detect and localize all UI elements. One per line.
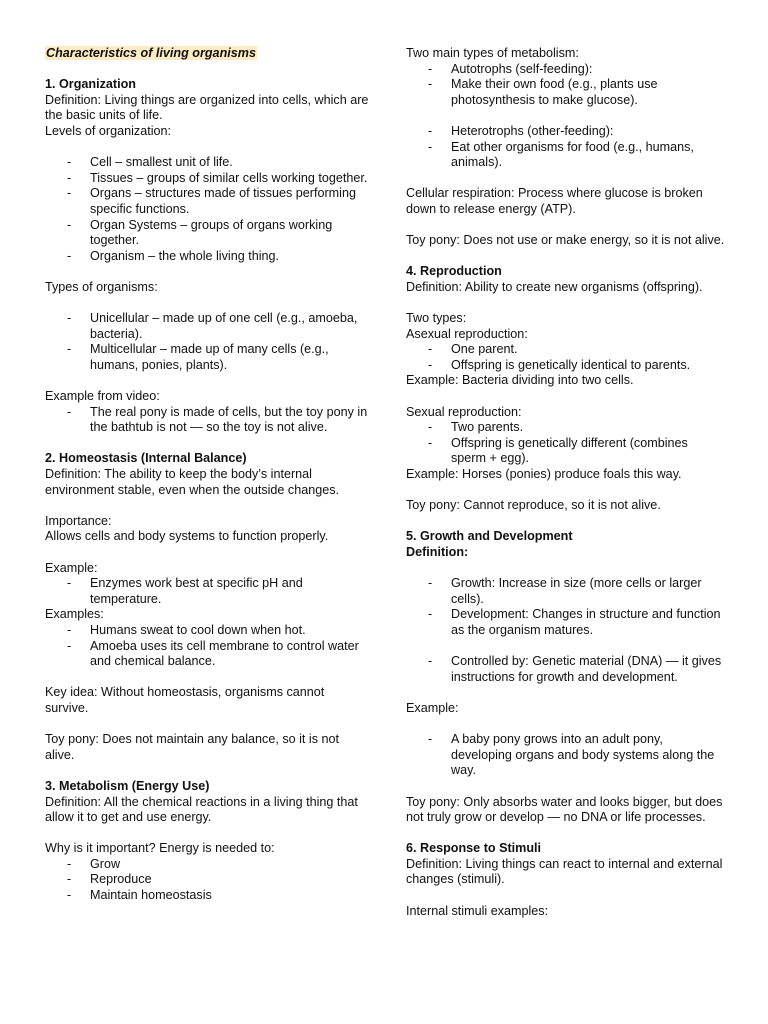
dash-bullet-icon: - bbox=[428, 654, 433, 669]
dash-bullet-icon: - bbox=[67, 248, 72, 263]
dash-bullet-icon: - bbox=[67, 638, 72, 653]
blank-line bbox=[406, 514, 726, 530]
section-heading: Definition: bbox=[406, 545, 469, 559]
dash-bullet-icon: - bbox=[67, 155, 72, 170]
blank-line bbox=[45, 763, 370, 779]
dash-bullet-icon: - bbox=[67, 311, 72, 326]
list-item bbox=[45, 888, 370, 904]
paragraph: Key idea: Without homeostasis, organisms cannot survive. bbox=[45, 685, 325, 715]
list-item-text: A baby pony grows into an adult pony, developing organs and body systems along the way. bbox=[451, 732, 715, 778]
paragraph: Importance: bbox=[45, 513, 112, 528]
list-item-text: Offspring is genetically different (combines sperm + egg). bbox=[451, 435, 688, 466]
right-column bbox=[406, 46, 726, 919]
dash-bullet-icon: - bbox=[428, 576, 433, 591]
dash-bullet-icon: - bbox=[67, 622, 72, 637]
list-item-text: Growth: Increase in size (more cells or larger cells). bbox=[451, 576, 702, 606]
list-item bbox=[45, 155, 370, 171]
list-item bbox=[406, 124, 726, 140]
dash-bullet-icon: - bbox=[67, 872, 72, 887]
list-item bbox=[45, 639, 370, 670]
paragraph: Example: bbox=[45, 560, 98, 575]
dash-bullet-icon: - bbox=[428, 420, 433, 435]
paragraph: Asexual reproduction: bbox=[406, 326, 528, 341]
list-item bbox=[406, 77, 726, 108]
dash-bullet-icon: - bbox=[428, 139, 433, 154]
paragraph: Definition: Living things can react to internal and external changes (stimuli). bbox=[406, 856, 723, 887]
list-item bbox=[45, 342, 370, 373]
list-item-text: The real pony is made of cells, but the toy pony in the bathtub is not — so the toy is not alive. bbox=[90, 404, 368, 435]
blank-line bbox=[45, 140, 370, 156]
dash-bullet-icon: - bbox=[428, 77, 433, 92]
blank-line bbox=[406, 717, 726, 733]
blank-line bbox=[406, 483, 726, 499]
blank-line bbox=[406, 779, 726, 795]
dash-bullet-icon: - bbox=[67, 170, 72, 185]
paragraph: Two main types of metabolism: bbox=[406, 46, 579, 60]
list-item bbox=[406, 654, 726, 685]
paragraph: Example: Bacteria dividing into two cells. bbox=[406, 373, 634, 388]
list-item bbox=[45, 218, 370, 249]
paragraph: Example: bbox=[406, 700, 459, 715]
list-item bbox=[45, 623, 370, 639]
paragraph: Definition: Living things are organized into cells, which are the basic units of life. bbox=[45, 92, 369, 123]
list-item bbox=[406, 140, 726, 171]
dash-bullet-icon: - bbox=[67, 404, 72, 419]
paragraph: Examples: bbox=[45, 607, 104, 622]
dash-bullet-icon: - bbox=[428, 342, 433, 357]
blank-line bbox=[45, 670, 370, 686]
list-item bbox=[45, 311, 370, 342]
dash-bullet-icon: - bbox=[67, 186, 72, 201]
title-line bbox=[45, 46, 370, 62]
list-item-text: Grow bbox=[90, 856, 121, 871]
blank-line bbox=[406, 561, 726, 577]
dash-bullet-icon: - bbox=[67, 342, 72, 357]
list-item-text: Controlled by: Genetic material (DNA) — it gives instructions for growth and development. bbox=[451, 654, 722, 684]
dash-bullet-icon: - bbox=[428, 607, 433, 622]
paragraph: Definition: Ability to create new organisms (offspring). bbox=[406, 279, 703, 294]
list-item-text: Cell – smallest unit of life. bbox=[90, 155, 233, 170]
paragraph: Toy pony: Only absorbs water and looks bigger, but does not truly grow or develop — no DNA or life processes. bbox=[406, 794, 723, 825]
list-item bbox=[45, 249, 370, 265]
list-item-text: Tissues – groups of similar cells working together. bbox=[90, 170, 368, 185]
section-heading: 2. Homeostasis (Internal Balance) bbox=[45, 451, 247, 466]
paragraph: Cellular respiration: Process where glucose is broken down to release energy (ATP). bbox=[406, 186, 703, 216]
dash-bullet-icon: - bbox=[428, 357, 433, 372]
list-item-text: One parent. bbox=[451, 342, 518, 357]
paragraph: Definition: All the chemical reactions in a living thing that allow it to get and use energy. bbox=[45, 794, 358, 825]
paragraph: Toy pony: Cannot reproduce, so it is not alive. bbox=[406, 498, 661, 513]
section-heading: 4. Reproduction bbox=[406, 264, 502, 279]
paragraph: Example: Horses (ponies) produce foals this way. bbox=[406, 467, 682, 482]
dash-bullet-icon: - bbox=[428, 123, 433, 138]
list-item-text: Two parents. bbox=[451, 420, 524, 435]
section-heading: 6. Response to Stimuli bbox=[406, 841, 542, 856]
paragraph: Internal stimuli examples: bbox=[406, 903, 549, 918]
list-item-text: Organism – the whole living thing. bbox=[90, 248, 280, 263]
paragraph: Types of organisms: bbox=[45, 279, 158, 294]
paragraph: Definition: The ability to keep the body’s internal environment stable, even when the outside changes. bbox=[45, 467, 340, 497]
list-item-text: Humans sweat to cool down when hot. bbox=[90, 622, 306, 637]
blank-line bbox=[406, 218, 726, 234]
dash-bullet-icon: - bbox=[67, 576, 72, 591]
list-item bbox=[45, 857, 370, 873]
list-item bbox=[45, 576, 370, 607]
list-item bbox=[45, 186, 370, 217]
list-item-text: Reproduce bbox=[90, 872, 152, 887]
paragraph: Levels of organization: bbox=[45, 123, 172, 138]
list-item-text: Enzymes work best at specific pH and temperature. bbox=[90, 576, 303, 606]
blank-line bbox=[45, 62, 370, 78]
dash-bullet-icon: - bbox=[428, 61, 433, 76]
list-item-text: Development: Changes in structure and function as the organism matures. bbox=[451, 607, 721, 637]
blank-line bbox=[45, 264, 370, 280]
list-item-text: Organ Systems – groups of organs working together. bbox=[90, 217, 333, 248]
list-item bbox=[45, 405, 370, 436]
section-heading: 5. Growth and Development bbox=[406, 529, 573, 544]
blank-line bbox=[406, 108, 726, 124]
list-item bbox=[406, 342, 726, 358]
blank-line bbox=[406, 171, 726, 187]
list-item bbox=[406, 436, 726, 467]
blank-line bbox=[45, 545, 370, 561]
list-item-text: Amoeba uses its cell membrane to control water and chemical balance. bbox=[90, 638, 359, 669]
blank-line bbox=[406, 888, 726, 904]
paragraph: Toy pony: Does not use or make energy, so it is not alive. bbox=[406, 233, 725, 248]
list-item bbox=[406, 732, 726, 779]
list-item-text: Unicellular – made up of one cell (e.g., amoeba, bacteria). bbox=[90, 311, 358, 341]
paragraph: Why is it important? Energy is needed to: bbox=[45, 841, 275, 856]
blank-line bbox=[45, 296, 370, 312]
paragraph: Allows cells and body systems to function properly. bbox=[45, 529, 329, 544]
dash-bullet-icon: - bbox=[67, 217, 72, 232]
paragraph: Two types: bbox=[406, 311, 467, 326]
blank-line bbox=[45, 717, 370, 733]
list-item bbox=[45, 872, 370, 888]
paragraph: Sexual reproduction: bbox=[406, 404, 522, 419]
paragraph: Toy pony: Does not maintain any balance, so it is not alive. bbox=[45, 732, 340, 762]
left-column bbox=[45, 46, 370, 904]
blank-line bbox=[45, 436, 370, 452]
blank-line bbox=[406, 639, 726, 655]
list-item-text: Autotrophs (self-feeding): bbox=[451, 61, 593, 76]
list-item bbox=[406, 576, 726, 607]
list-item-text: Offspring is genetically identical to parents. bbox=[451, 357, 691, 372]
blank-line bbox=[406, 249, 726, 265]
section-heading: 3. Metabolism (Energy Use) bbox=[45, 778, 210, 793]
blank-line bbox=[406, 389, 726, 405]
list-item-text: Maintain homeostasis bbox=[90, 888, 212, 903]
blank-line bbox=[406, 685, 726, 701]
blank-line bbox=[406, 826, 726, 842]
blank-line bbox=[45, 826, 370, 842]
list-item bbox=[406, 358, 726, 374]
dash-bullet-icon: - bbox=[428, 435, 433, 450]
list-item-text: Eat other organisms for food (e.g., humans, animals). bbox=[451, 139, 694, 170]
list-item-text: Make their own food (e.g., plants use photosynthesis to make glucose). bbox=[451, 77, 658, 107]
document-title: Characteristics of living organisms bbox=[46, 46, 256, 60]
dash-bullet-icon: - bbox=[67, 856, 72, 871]
list-item bbox=[406, 607, 726, 638]
blank-line bbox=[45, 498, 370, 514]
list-item-text: Multicellular – made up of many cells (e.g., humans, ponies, plants). bbox=[90, 342, 329, 372]
dash-bullet-icon: - bbox=[67, 888, 72, 903]
list-item-text: Organs – structures made of tissues performing specific functions. bbox=[90, 186, 356, 216]
blank-line bbox=[406, 296, 726, 312]
list-item bbox=[406, 62, 726, 78]
section-heading: 1. Organization bbox=[45, 77, 136, 92]
dash-bullet-icon: - bbox=[428, 732, 433, 747]
paragraph: Example from video: bbox=[45, 389, 160, 404]
list-item bbox=[406, 420, 726, 436]
list-item bbox=[45, 171, 370, 187]
blank-line bbox=[45, 373, 370, 389]
list-item-text: Heterotrophs (other-feeding): bbox=[451, 123, 614, 138]
